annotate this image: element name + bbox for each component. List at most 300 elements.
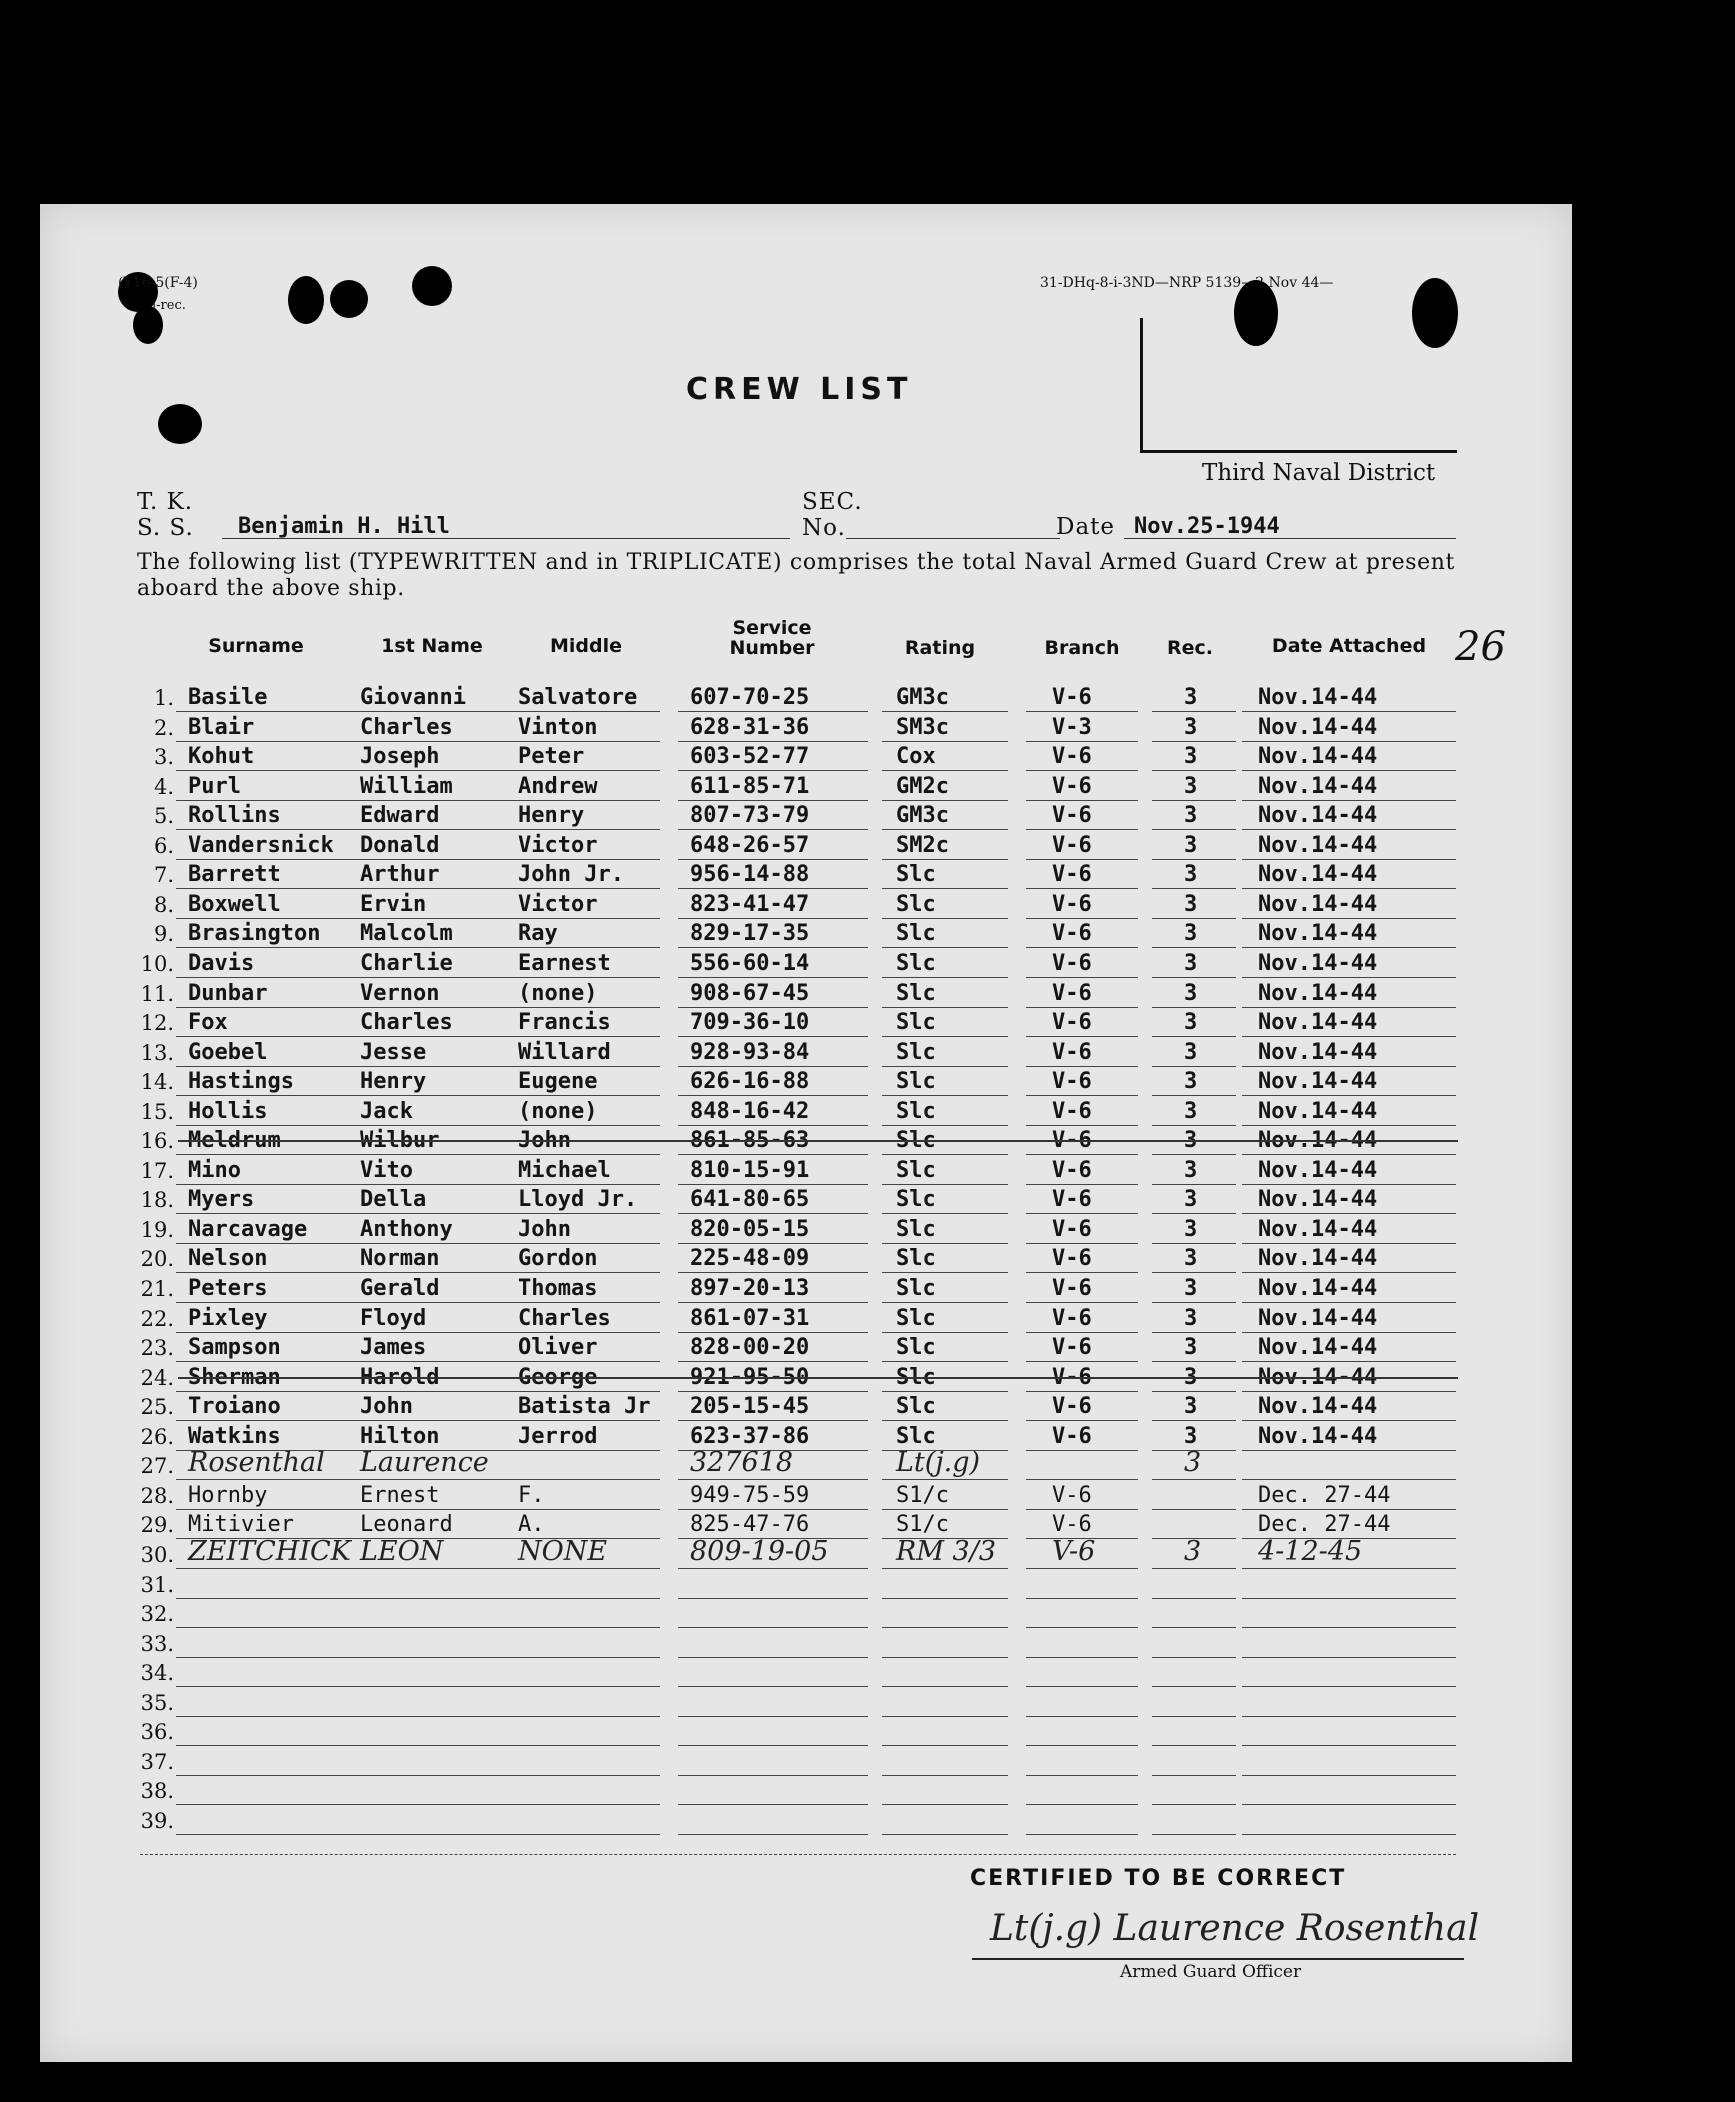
table-row <box>0 1214 1735 1244</box>
certified-label: CERTIFIED TO BE CORRECT <box>970 1866 1347 1891</box>
cell-first: Edward <box>360 803 440 829</box>
row-number: 21. <box>140 1277 174 1301</box>
cell-surname: Boxwell <box>188 891 281 917</box>
date-value: Nov.25-1944 <box>1134 514 1280 539</box>
cell-rating: Slc <box>896 1335 936 1361</box>
cell-date: Nov.14-44 <box>1258 773 1378 799</box>
punch-hole <box>158 404 202 444</box>
cell-rating: GM3c <box>896 803 949 829</box>
table-row <box>0 889 1735 919</box>
cell-service: 828-00-20 <box>690 1335 810 1361</box>
table-row <box>0 1096 1735 1126</box>
cell-rating: Slc <box>896 921 936 947</box>
cell-first: Vito <box>360 1157 413 1183</box>
cell-first: Charles <box>360 714 453 740</box>
cell-rec: 3 <box>1184 1187 1198 1213</box>
row-number: 1. <box>153 686 174 710</box>
cell-rating: S1/c <box>896 1512 949 1538</box>
cell-rec: 3 <box>1184 1364 1198 1390</box>
cell-service: 810-15-91 <box>690 1157 810 1183</box>
cell-rec: 3 <box>1184 980 1198 1006</box>
cell-rating: Slc <box>896 862 936 888</box>
cell-rating: Cox <box>896 744 936 770</box>
table-row <box>0 1805 1735 1835</box>
row-number: 8. <box>153 892 174 917</box>
row-number: 31. <box>140 1572 174 1597</box>
row-number: 28. <box>140 1483 174 1508</box>
cell-surname: Basile <box>188 685 268 710</box>
cell-branch: V-6 <box>1052 1216 1092 1242</box>
cell-rec: 3 <box>1184 773 1198 799</box>
cell-service: 225-48-09 <box>690 1246 810 1272</box>
cell-surname: Purl <box>188 773 241 799</box>
cell-first: Floyd <box>360 1305 427 1331</box>
row-number: 4. <box>153 774 174 799</box>
cell-first: Hilton <box>360 1423 440 1449</box>
cell-first: Malcolm <box>360 921 453 947</box>
col-rating: Rating <box>904 637 976 659</box>
cell-middle: John Jr. <box>518 862 624 888</box>
cell-branch: V-6 <box>1052 980 1092 1006</box>
cell-service: 848-16-42 <box>690 1098 810 1124</box>
cell-service: 327618 <box>690 1447 794 1479</box>
cell-rating: Slc <box>896 1157 936 1183</box>
cell-first: Giovanni <box>360 685 466 710</box>
cell-surname: Peters <box>188 1276 268 1301</box>
cell-service: 829-17-35 <box>690 921 810 947</box>
cell-first: Jesse <box>360 1039 427 1065</box>
sec-label: SEC. <box>802 489 863 515</box>
cell-rec: 3 <box>1184 1394 1198 1420</box>
cell-middle: Charles <box>518 1305 611 1331</box>
cell-middle: (none) <box>518 980 598 1006</box>
cell-date: Nov.14-44 <box>1258 1128 1378 1154</box>
cell-rec: 3 <box>1184 1098 1198 1124</box>
col-service-line2: Number <box>729 637 815 659</box>
cell-first: Charles <box>360 1010 453 1036</box>
cell-rating: SM3c <box>896 714 949 740</box>
cell-rating: Slc <box>896 980 936 1006</box>
cell-first: John <box>360 1394 413 1420</box>
row-underline <box>1152 1834 1236 1835</box>
cell-rating: Slc <box>896 1364 936 1390</box>
row-number: 38. <box>140 1779 174 1804</box>
cell-rec: 3 <box>1184 1276 1198 1301</box>
row-number: 13. <box>140 1040 174 1065</box>
table-row <box>0 712 1735 742</box>
cell-rating: Slc <box>896 950 936 976</box>
cell-first: William <box>360 773 453 799</box>
cell-date: Nov.14-44 <box>1258 862 1378 888</box>
cell-rating: S1/c <box>896 1482 949 1508</box>
row-number: 30. <box>140 1542 174 1567</box>
cell-middle: F. <box>518 1482 545 1508</box>
cell-rec: 3 <box>1184 1069 1198 1095</box>
table-row <box>0 830 1735 860</box>
row-number: 23. <box>140 1336 174 1361</box>
cell-middle: John <box>518 1128 571 1154</box>
cell-branch: V-6 <box>1052 1535 1096 1567</box>
cell-middle: Victor <box>518 832 598 858</box>
cell-service: 205-15-45 <box>690 1394 810 1420</box>
cell-branch: V-6 <box>1052 1010 1092 1036</box>
table-row <box>0 1687 1735 1717</box>
cell-middle: Victor <box>518 891 598 917</box>
cell-branch: V-6 <box>1052 803 1092 829</box>
table-row <box>0 1569 1735 1599</box>
ss-label: S. S. <box>137 515 194 541</box>
cell-service: 807-73-79 <box>690 803 810 829</box>
row-number: 11. <box>140 981 174 1006</box>
table-row <box>0 1535 1735 1569</box>
cell-rating: Slc <box>896 1069 936 1095</box>
cell-surname: Rosenthal <box>188 1447 325 1479</box>
cell-surname: Narcavage <box>188 1216 308 1242</box>
cell-service: 949-75-59 <box>690 1482 810 1508</box>
table-row <box>0 918 1735 948</box>
cell-branch: V-6 <box>1052 1276 1092 1301</box>
table-row <box>0 1037 1735 1067</box>
cell-date: Nov.14-44 <box>1258 1216 1378 1242</box>
cell-service: 648-26-57 <box>690 832 810 858</box>
cell-service: 825-47-76 <box>690 1512 810 1538</box>
punch-hole <box>412 266 452 306</box>
page-number: 26 <box>1455 624 1506 670</box>
cell-date: Nov.14-44 <box>1258 891 1378 917</box>
cell-surname: Meldrum <box>188 1128 281 1154</box>
cell-branch: V-6 <box>1052 1394 1092 1420</box>
cell-branch: V-6 <box>1052 773 1092 799</box>
cell-date: Nov.14-44 <box>1258 803 1378 829</box>
cell-middle: Earnest <box>518 950 611 976</box>
row-number: 24. <box>140 1365 174 1390</box>
table-row <box>0 859 1735 889</box>
row-number: 34. <box>140 1661 174 1686</box>
cell-date: Nov.14-44 <box>1258 1394 1378 1420</box>
cell-branch: V-6 <box>1052 1246 1092 1272</box>
cell-rec: 3 <box>1184 950 1198 976</box>
cell-date: Dec. 27-44 <box>1258 1482 1391 1508</box>
cell-branch: V-6 <box>1052 1305 1092 1331</box>
cell-rec: 3 <box>1184 685 1198 710</box>
cell-rec: 3 <box>1184 1447 1202 1479</box>
cell-rating: Slc <box>896 1276 936 1301</box>
cell-first: Laurence <box>360 1447 489 1479</box>
no-label: No. <box>802 515 846 541</box>
row-underline <box>882 1834 1008 1835</box>
table-row <box>0 1421 1735 1451</box>
cell-surname: Hastings <box>188 1069 294 1095</box>
cell-first: Donald <box>360 832 440 858</box>
table-row <box>0 1657 1735 1687</box>
row-number: 7. <box>153 863 174 888</box>
punch-hole <box>330 280 368 318</box>
cell-date: Nov.14-44 <box>1258 714 1378 740</box>
cell-middle: Gordon <box>518 1246 598 1272</box>
cell-surname: Mitivier <box>188 1512 294 1538</box>
cell-rec: 3 <box>1184 1157 1198 1183</box>
cell-surname: Nelson <box>188 1246 268 1272</box>
cell-branch: V-6 <box>1052 832 1092 858</box>
table-row <box>0 1303 1735 1333</box>
table-row <box>0 1391 1735 1421</box>
cell-middle: Peter <box>518 744 585 770</box>
cell-branch: V-6 <box>1052 891 1092 917</box>
cell-rating: Slc <box>896 1305 936 1331</box>
cell-date: Nov.14-44 <box>1258 921 1378 947</box>
table-row <box>0 682 1735 712</box>
cell-surname: Dunbar <box>188 980 268 1006</box>
cell-rec: 3 <box>1184 1010 1198 1036</box>
cell-first: Charlie <box>360 950 453 976</box>
cell-service: 928-93-84 <box>690 1039 810 1065</box>
cell-rating: GM2c <box>896 773 949 799</box>
page-title: CREW LIST <box>686 372 913 407</box>
cell-middle: Thomas <box>518 1276 598 1301</box>
cell-branch: V-3 <box>1052 714 1092 740</box>
table-row <box>0 1273 1735 1303</box>
cell-date: Nov.14-44 <box>1258 1423 1378 1449</box>
table-row <box>0 1066 1735 1096</box>
cell-service: 623-37-86 <box>690 1423 810 1449</box>
row-number: 14. <box>140 1070 174 1095</box>
cell-surname: Brasington <box>188 921 321 947</box>
cell-date: Nov.14-44 <box>1258 1305 1378 1331</box>
cell-rating: Slc <box>896 1423 936 1449</box>
cell-first: Ervin <box>360 891 427 917</box>
table-row <box>0 1746 1735 1776</box>
cell-rec: 3 <box>1184 921 1198 947</box>
cell-middle: Batista Jr <box>518 1394 651 1420</box>
cell-rating: SM2c <box>896 832 949 858</box>
ship-name: Benjamin H. Hill <box>238 514 450 539</box>
row-number: 20. <box>140 1247 174 1272</box>
cell-date: Nov.14-44 <box>1258 1335 1378 1361</box>
cell-branch: V-6 <box>1052 1187 1092 1213</box>
cell-rec: 3 <box>1184 1246 1198 1272</box>
cell-middle: Ray <box>518 921 558 947</box>
cell-service: 861-85-63 <box>690 1128 810 1154</box>
row-number: 18. <box>140 1188 174 1213</box>
table-row <box>0 1184 1735 1214</box>
cell-date: 4-12-45 <box>1258 1535 1363 1567</box>
cell-service: 611-85-71 <box>690 773 810 799</box>
cell-branch: V-6 <box>1052 1512 1092 1538</box>
row-number: 3. <box>153 745 174 770</box>
cell-first: Wilbur <box>360 1128 440 1154</box>
cell-service: 603-52-77 <box>690 744 810 770</box>
cell-date: Nov.14-44 <box>1258 1246 1378 1272</box>
row-number: 35. <box>140 1690 174 1715</box>
cell-surname: Blair <box>188 714 255 740</box>
row-underline <box>678 1834 868 1835</box>
cell-first: LEON <box>360 1535 444 1567</box>
date-line <box>1124 538 1456 539</box>
cell-service: 556-60-14 <box>690 950 810 976</box>
cell-middle: A. <box>518 1512 545 1538</box>
cell-middle: NONE <box>518 1535 608 1567</box>
cell-rating: Slc <box>896 1246 936 1272</box>
table-row <box>0 741 1735 771</box>
ship-name-line <box>222 538 790 539</box>
cell-rating: Slc <box>896 1039 936 1065</box>
cell-branch: V-6 <box>1052 862 1092 888</box>
cell-surname: Troiano <box>188 1394 281 1420</box>
cell-middle: Jerrod <box>518 1423 598 1449</box>
col-service-line1: Service <box>732 617 812 639</box>
cell-surname: ZEITCHICK <box>188 1535 351 1567</box>
table-row <box>0 1332 1735 1362</box>
row-number: 22. <box>140 1306 174 1331</box>
cell-branch: V-6 <box>1052 1157 1092 1183</box>
col-service-number <box>712 618 832 658</box>
cell-first: James <box>360 1335 427 1361</box>
cell-date: Nov.14-44 <box>1258 1069 1378 1095</box>
cell-surname: Pixley <box>188 1305 268 1331</box>
punch-hole <box>288 276 324 324</box>
form-code-line2: i-rec. <box>152 298 186 313</box>
cell-surname: Mino <box>188 1157 241 1183</box>
cell-surname: Hornby <box>188 1482 268 1508</box>
table-row <box>0 1447 1735 1480</box>
cell-rating: Slc <box>896 891 936 917</box>
table-row <box>0 1598 1735 1628</box>
cell-rec: 3 <box>1184 891 1198 917</box>
strikethrough-line <box>178 1377 1458 1379</box>
col-first-name: 1st Name <box>381 635 483 657</box>
cell-date: Nov.14-44 <box>1258 1157 1378 1183</box>
cell-first: Norman <box>360 1246 440 1272</box>
row-number: 19. <box>140 1217 174 1242</box>
row-number: 33. <box>140 1631 174 1656</box>
cell-branch: V-6 <box>1052 1039 1092 1065</box>
tk-label: T. K. <box>137 489 194 515</box>
district-label: Third Naval District <box>1202 460 1436 486</box>
cell-surname: Hollis <box>188 1098 268 1124</box>
cell-first: Henry <box>360 1069 427 1095</box>
intro-text: The following list (TYPEWRITTEN and in TRIPLICATE) comprises the total Naval Armed Guard Crew at present aboard the above ship. <box>137 550 1455 601</box>
cell-date: Nov.14-44 <box>1258 685 1378 710</box>
cell-branch: V-6 <box>1052 1364 1092 1390</box>
cell-date: Dec. 27-44 <box>1258 1512 1391 1538</box>
cell-middle: Michael <box>518 1157 611 1183</box>
row-underline <box>1026 1834 1138 1835</box>
cell-surname: Watkins <box>188 1423 281 1449</box>
cell-rec: 3 <box>1184 1039 1198 1065</box>
row-underline <box>1242 1834 1456 1835</box>
cell-surname: Fox <box>188 1010 228 1036</box>
cell-date: Nov.14-44 <box>1258 1039 1378 1065</box>
row-number: 26. <box>140 1424 174 1449</box>
row-number: 29. <box>140 1513 174 1538</box>
cell-middle: John <box>518 1216 571 1242</box>
cell-service: 626-16-88 <box>690 1069 810 1095</box>
cell-first: Arthur <box>360 862 440 888</box>
cell-rec: 3 <box>1184 1128 1198 1154</box>
cell-surname: Myers <box>188 1187 255 1213</box>
cell-service: 861-07-31 <box>690 1305 810 1331</box>
cell-branch: V-6 <box>1052 1482 1092 1508</box>
table-row <box>0 1509 1735 1539</box>
cell-surname: Barrett <box>188 862 281 888</box>
cell-branch: V-6 <box>1052 921 1092 947</box>
cell-middle: Oliver <box>518 1335 598 1361</box>
table-row <box>0 1480 1735 1510</box>
cell-rec: 3 <box>1184 803 1198 829</box>
cell-service: 641-80-65 <box>690 1187 810 1213</box>
no-line <box>846 538 1060 539</box>
row-number: 15. <box>140 1099 174 1124</box>
cell-surname: Sampson <box>188 1335 281 1361</box>
cell-middle: Francis <box>518 1010 611 1036</box>
cell-surname: Rollins <box>188 803 281 829</box>
cell-middle: George <box>518 1364 598 1390</box>
table-row <box>0 1125 1735 1155</box>
cell-rating: Slc <box>896 1098 936 1124</box>
cell-surname: Sherman <box>188 1364 281 1390</box>
form-code: (T16-5(F-4) <box>118 275 198 291</box>
table-row <box>0 771 1735 801</box>
cell-first: Vernon <box>360 980 440 1006</box>
cell-rating: Slc <box>896 1187 936 1213</box>
cell-date: Nov.14-44 <box>1258 1276 1378 1301</box>
cell-first: Jack <box>360 1098 413 1124</box>
table-row <box>0 1775 1735 1805</box>
cell-first: Anthony <box>360 1216 453 1242</box>
cell-middle: Vinton <box>518 714 598 740</box>
col-branch: Branch <box>1044 637 1120 659</box>
cell-rating: Slc <box>896 1216 936 1242</box>
cell-branch: V-6 <box>1052 1423 1092 1449</box>
cell-rec: 3 <box>1184 862 1198 888</box>
cell-middle: Willard <box>518 1039 611 1065</box>
signature-line <box>972 1958 1464 1960</box>
cell-rating: Slc <box>896 1010 936 1036</box>
cell-branch: V-6 <box>1052 1098 1092 1124</box>
table-row <box>0 1716 1735 1746</box>
date-label: Date <box>1056 514 1116 540</box>
cell-date: Nov.14-44 <box>1258 1364 1378 1390</box>
cell-service: 709-36-10 <box>690 1010 810 1036</box>
row-number: 32. <box>140 1602 174 1627</box>
cell-date: Nov.14-44 <box>1258 832 1378 858</box>
col-date-attached: Date Attached <box>1271 635 1427 657</box>
cell-branch: V-6 <box>1052 1335 1092 1361</box>
cell-rec: 3 <box>1184 744 1198 770</box>
cell-middle: Lloyd Jr. <box>518 1187 638 1213</box>
col-middle: Middle <box>549 635 623 657</box>
row-number: 10. <box>140 951 174 976</box>
cell-rec: 3 <box>1184 1423 1198 1449</box>
cell-first: Della <box>360 1187 427 1213</box>
cell-rating: GM3c <box>896 685 949 710</box>
row-number: 12. <box>140 1011 174 1036</box>
cell-date: Nov.14-44 <box>1258 950 1378 976</box>
row-number: 2. <box>153 715 174 740</box>
cell-rating: Slc <box>896 1394 936 1420</box>
cell-rating: RM 3/3 <box>896 1535 997 1567</box>
table-bottom-line <box>140 1854 1456 1855</box>
row-number: 5. <box>153 804 174 829</box>
strikethrough-line <box>178 1140 1458 1142</box>
table-row <box>0 800 1735 830</box>
officer-label: Armed Guard Officer <box>1120 1962 1302 1982</box>
cell-rating: Slc <box>896 1128 936 1154</box>
table-row <box>0 1155 1735 1185</box>
cell-surname: Davis <box>188 950 255 976</box>
table-row <box>0 1362 1735 1392</box>
row-number: 37. <box>140 1749 174 1774</box>
